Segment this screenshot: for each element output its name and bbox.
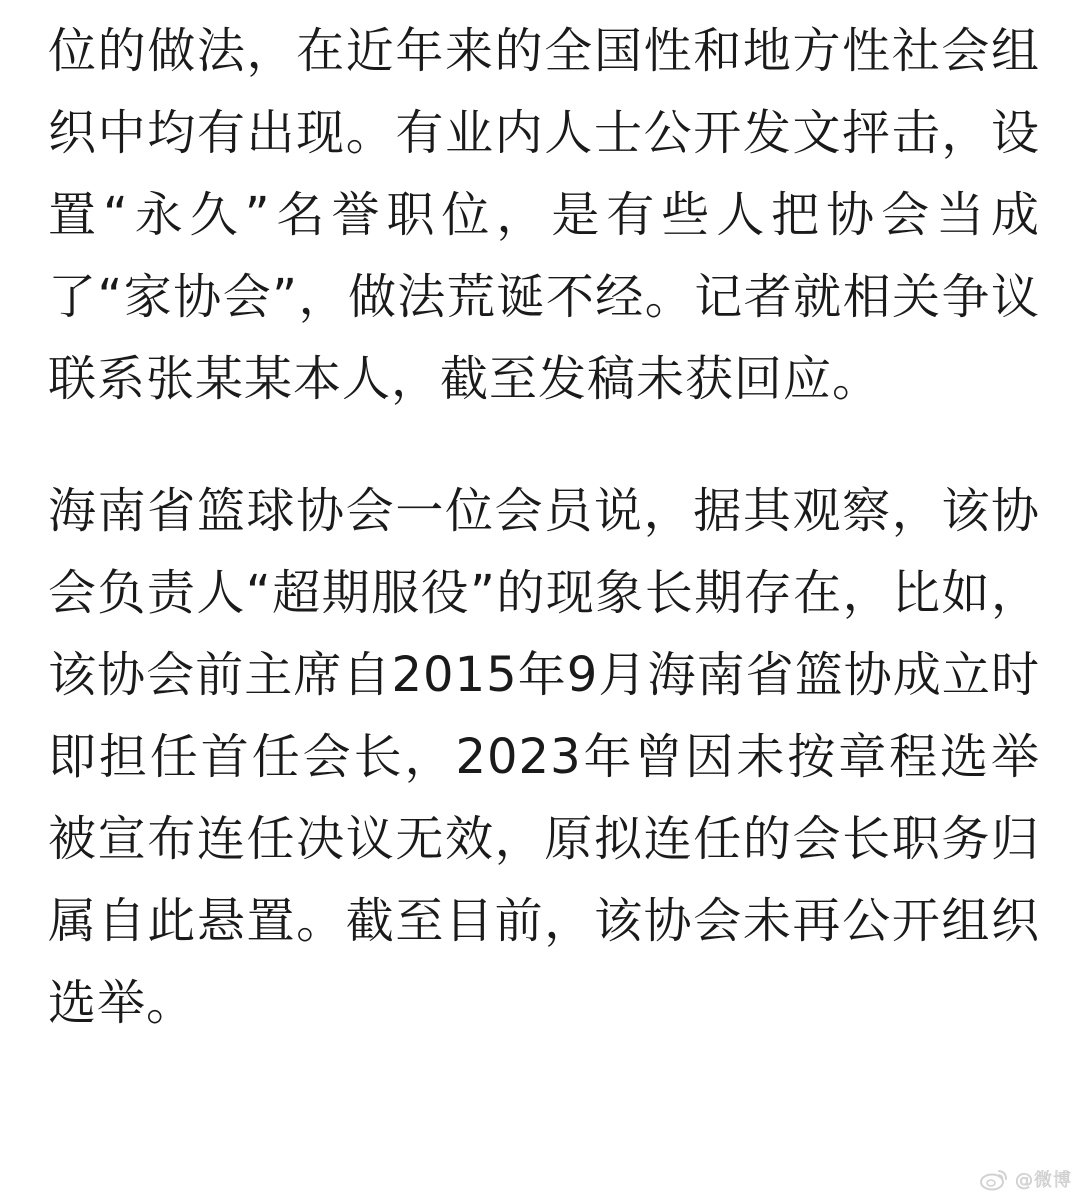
article-paragraph-1: 位的做法，在近年来的全国性和地方性社会组织中均有出现。有业内人士公开发文抨击，设置“永久”名誉职位，是有些人把协会当成了“家协会”，做法荒诞不经。记者就相关争议联系张某某本人，截至发稿未获回应。 [48, 23, 1040, 407]
watermark [979, 1166, 1072, 1192]
watermark-text: @微博 [1015, 1170, 1072, 1191]
weibo-logo-icon [979, 1167, 1009, 1191]
article-paragraph-2: 海南省篮球协会一位会员说，据其观察，该协会负责人“超期服役”的现象长期存在，比如，该协会前主席自2015年9月海南省篮协成立时即担任首任会长，2023年曾因未按章程选举被宣布连任决议无效，原拟连任的会长职务归属自此悬置。截至目前，该协会未再公开组织选举。 [48, 483, 1040, 1031]
